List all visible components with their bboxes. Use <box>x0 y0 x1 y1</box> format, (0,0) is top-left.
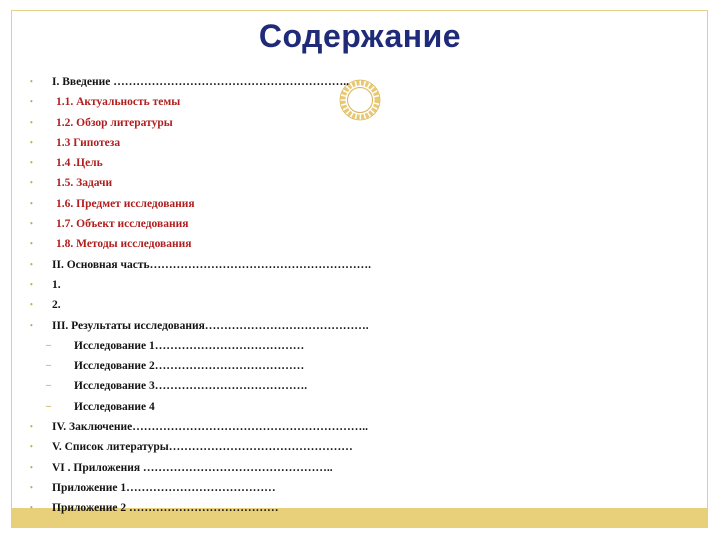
dot-bullet-icon: • <box>30 137 33 147</box>
toc-item-text: 1.4 .Цель <box>56 157 103 170</box>
dot-bullet-icon: • <box>30 320 33 330</box>
dot-bullet-icon: • <box>30 300 33 310</box>
toc-item-text: Исследование 2………………………………… <box>74 360 305 373</box>
dot-bullet-icon: • <box>30 97 33 107</box>
toc-item-text: V. Список литературы………………………………………… <box>52 441 353 454</box>
dash-bullet-icon: – <box>46 400 51 412</box>
toc-item-text: II. Основная часть…………………………………………………. <box>52 258 371 271</box>
toc-item <box>30 316 690 336</box>
toc-item-text: I. Введение …………………………………………………….. <box>52 76 349 88</box>
toc-item <box>30 234 690 254</box>
toc-item <box>30 336 690 356</box>
toc-item-text: VI . Приложения ………………………………………….. <box>52 461 333 474</box>
toc-item <box>30 133 690 153</box>
toc-item-text: 1.3 Гипотеза <box>56 136 121 149</box>
dot-bullet-icon: • <box>30 178 33 188</box>
dot-bullet-icon: • <box>30 219 33 229</box>
page-title: Содержание <box>258 18 462 54</box>
toc-item-text: 1.8. Методы исследования <box>56 238 192 251</box>
toc-item <box>30 356 690 376</box>
toc-item-text: 2. <box>52 299 61 312</box>
toc-item <box>30 376 690 396</box>
toc-item-text: Исследование 3…………………………………. <box>74 380 308 393</box>
dot-bullet-icon: • <box>30 422 33 432</box>
dot-bullet-icon: • <box>30 117 33 127</box>
toc-item <box>30 295 690 315</box>
toc-item <box>30 417 690 437</box>
dot-bullet-icon: • <box>30 442 33 452</box>
dot-bullet-icon: • <box>30 279 33 289</box>
toc-item-text: Исследование 4 <box>74 400 155 413</box>
toc-item-text: Приложение 2 ………………………………… <box>52 502 279 515</box>
toc-item <box>30 153 690 173</box>
toc-item-text: Приложение 1………………………………… <box>52 481 276 494</box>
dot-bullet-icon: • <box>30 198 33 208</box>
toc-item <box>30 498 690 518</box>
toc-item-text: 1.6. Предмет исследования <box>56 197 195 210</box>
dot-bullet-icon: • <box>30 239 33 249</box>
toc-item <box>30 113 690 133</box>
toc-item-text: 1. <box>52 278 61 291</box>
table-of-contents <box>30 72 690 519</box>
toc-item-text: 1.1. Актуальность темы <box>56 96 181 109</box>
toc-item <box>30 72 690 92</box>
dash-bullet-icon: – <box>46 360 51 372</box>
dash-bullet-icon: – <box>46 339 51 351</box>
toc-item <box>30 275 690 295</box>
toc-item <box>30 92 690 112</box>
toc-item-text: Исследование 1………………………………… <box>74 339 305 352</box>
dot-bullet-icon: • <box>30 482 33 492</box>
toc-item <box>30 478 690 498</box>
toc-item-text: IV. Заключение…………………………………………………….. <box>52 421 368 434</box>
dot-bullet-icon: • <box>30 158 33 168</box>
toc-item <box>30 437 690 457</box>
dot-bullet-icon: • <box>30 77 33 86</box>
toc-item <box>30 194 690 214</box>
dot-bullet-icon: • <box>30 259 33 269</box>
toc-item <box>30 255 690 275</box>
dot-bullet-icon: • <box>30 503 33 513</box>
toc-item <box>30 173 690 193</box>
toc-item <box>30 214 690 234</box>
toc-item-text: III. Результаты исследования……………………………………. <box>52 319 369 332</box>
dash-bullet-icon: – <box>46 380 51 392</box>
toc-item <box>30 458 690 478</box>
dot-bullet-icon: • <box>30 462 33 472</box>
toc-item-text: 1.7. Объект исследования <box>56 218 189 231</box>
toc-item <box>30 397 690 417</box>
toc-item-text: 1.2. Обзор литературы <box>56 116 173 129</box>
toc-item-text: 1.5. Задачи <box>56 177 113 190</box>
